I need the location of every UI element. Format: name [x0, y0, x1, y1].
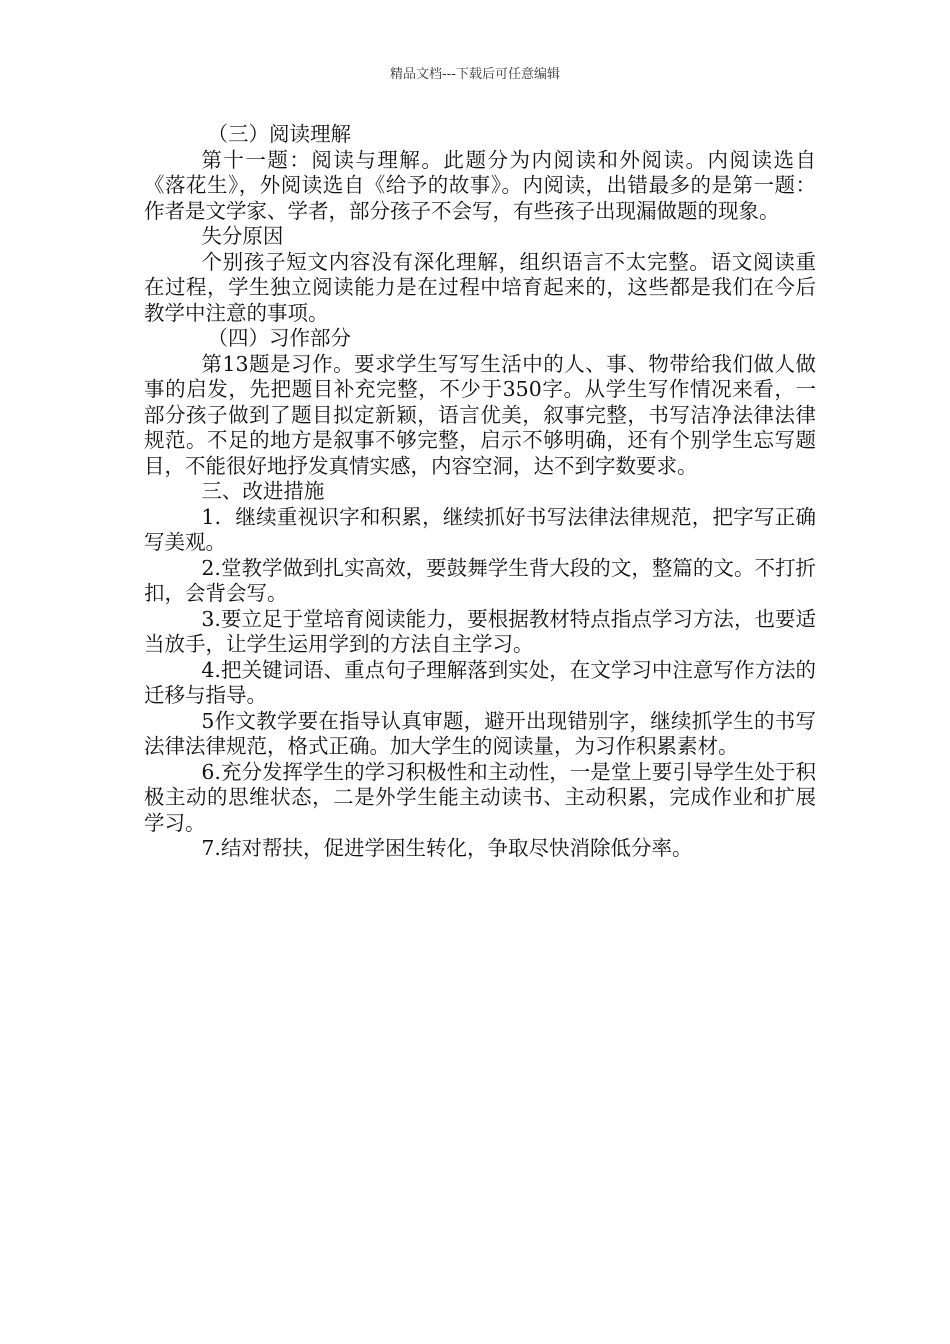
section-heading-writing: （四）习作部分 — [207, 326, 352, 350]
paragraph-writing-q13: 第13题是习作。要求学生写写生活中的人、事、物带给我们做人做事的启发，先把题目补充完整，不少于350字。从学生写作情况来看，一部分孩子做到了题目拟定新颖，语言优美，叙事完整，书写洁净法律法律规范。不足的地方是叙事不够完整，启示不够明确，还有个别学生忘写题目，不能很好地抒发真情实感，内容空洞，达不到字数要求。 — [144, 351, 816, 478]
improvement-item-6: 6.充分发挥学生的学习积极性和主动性，一是堂上要引导学生处于积极主动的思维状态，二是外学生能主动读书、主动积累，完成作业和扩展学习。 — [144, 759, 816, 835]
heading-lost-points: 失分原因 — [201, 224, 284, 248]
section-heading-improvements: 三、改进措施 — [201, 479, 325, 503]
improvement-item-5: 5作文教学要在指导认真审题，避开出现错别字，继续抓学生的书写法律法律规范，格式正确。加大学生的阅读量，为习作积累素材。 — [144, 708, 816, 758]
paragraph-reading-q11: 第十一题：阅读与理解。此题分为内阅读和外阅读。内阅读选自《落花生》，外阅读选自《给予的故事》。内阅读，出错最多的是第一题：作者是文学家、学者，部分孩子不会写，有些孩子出现漏做题的现象。 — [144, 147, 816, 223]
section-heading-reading: （三）阅读理解 — [207, 122, 352, 146]
improvement-item-3: 3.要立足于堂培育阅读能力，要根据教材特点指点学习方法，也要适当放手，让学生运用学到的方法自主学习。 — [144, 606, 816, 656]
paragraph-lost-points: 个别孩子短文内容没有深化理解，组织语言不太完整。语文阅读重在过程，学生独立阅读能力是在过程中培育起来的，这些都是我们在今后教学中注意的事项。 — [144, 249, 816, 325]
improvement-item-1: 1．继续重视识字和积累，继续抓好书写法律法律规范，把字写正确写美观。 — [144, 504, 816, 554]
improvement-item-7: 7.结对帮扶，促进学困生转化，争取尽快消除低分率。 — [201, 836, 693, 860]
page-header: 精品文档---下载后可任意编辑 — [389, 67, 561, 82]
document-body — [144, 122, 816, 862]
improvement-item-4: 4.把关键词语、重点句子理解落到实处，在文学习中注意写作方法的迁移与指导。 — [144, 657, 816, 707]
improvement-item-2: 2.堂教学做到扎实高效，要鼓舞学生背大段的文，整篇的文。不打折扣，会背会写。 — [144, 555, 816, 605]
